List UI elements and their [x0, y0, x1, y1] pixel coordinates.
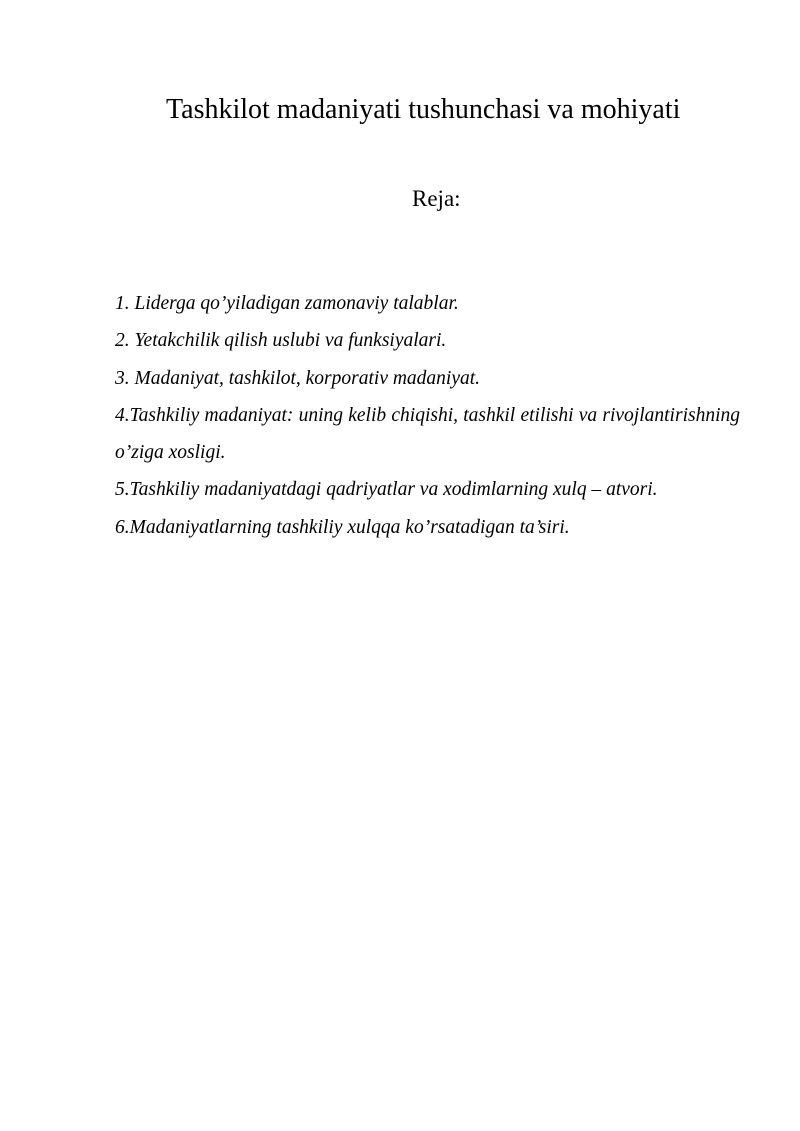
- document-title: Tashkilot madaniyati tushunchasi va mohiyati: [166, 94, 681, 125]
- plan-heading: Reja:: [412, 186, 461, 211]
- plan-item: 4.Tashkiliy madaniyat: uning kelib chiqishi, tashkil etilishi va rivojlantirishning o’ziga xosligi.: [115, 404, 740, 464]
- plan-item: 3. Madaniyat, tashkilot, korporativ madaniyat.: [115, 367, 481, 389]
- plan-item: 6.Madaniyatlarning tashkiliy xulqqa ko’rsatadigan ta’siri.: [115, 516, 570, 538]
- plan-item: 1. Liderga qo’yiladigan zamonaviy talablar.: [115, 293, 459, 314]
- plan-item: 5.Tashkiliy madaniyatdagi qadriyatlar va xodimlarning xulq – atvori.: [115, 479, 658, 501]
- plan-item: 2. Yetakchilik qilish uslubi va funksiyalari.: [115, 330, 447, 352]
- plan-list: [115, 285, 740, 546]
